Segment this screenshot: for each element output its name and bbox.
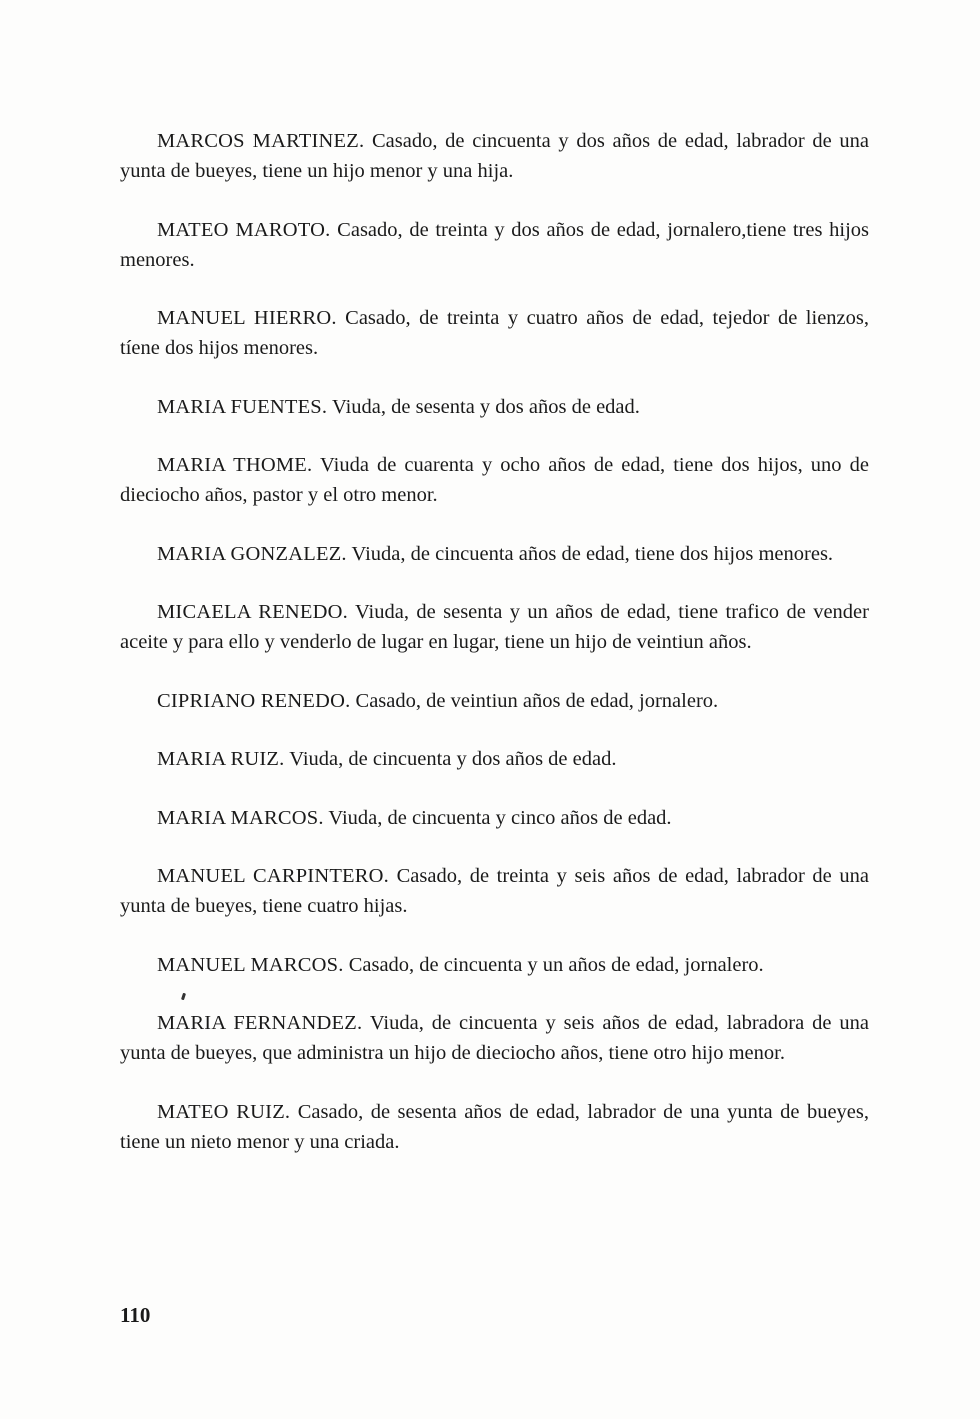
entry-mateo-maroto — [120, 215, 869, 275]
entry-text: Casado, de treinta y dos años de edad, jornalero,tiene tres hijos menores. — [120, 218, 870, 271]
entry-name: MARIA GONZALEZ. — [157, 542, 347, 565]
entry-marcos-martinez — [120, 126, 869, 186]
entry-text: Casado, de veintiun años de edad, jornalero. — [355, 689, 719, 712]
entry-text: Casado, de treinta y seis años de edad, labrador de una yunta de bueyes, tiene cuatro hijas. — [120, 865, 869, 917]
entry-maria-marcos — [120, 803, 869, 833]
entry-maria-fernandez — [120, 1008, 869, 1068]
entry-manuel-hierro — [120, 303, 869, 363]
entry-manuel-marcos — [120, 950, 869, 980]
entry-micaela-renedo — [120, 597, 869, 657]
entry-text: Viuda de cuarenta y ocho años de edad, tiene dos hijos, uno de dieciocho años, pastor y el otro menor. — [120, 454, 869, 506]
entry-text: Casado, de cincuenta y dos años de edad, labrador de una yunta de bueyes, tiene un hijo menor y una hija. — [120, 130, 869, 182]
census-entries — [120, 126, 869, 1185]
entry-name: MICAELA RENEDO. — [157, 601, 348, 623]
entry-text: Casado, de cincuenta y un años de edad, jornalero. — [348, 953, 764, 976]
entry-text: Viuda, de cincuenta y seis años de edad, labradora de una yunta de bueyes, que administra un hijo de dieciocho años, tiene otro hijo menor. — [120, 1012, 869, 1064]
entry-maria-thome — [120, 450, 869, 510]
entry-text: Casado, de treinta y cuatro años de edad, tejedor de lienzos, tíene dos hijos menores. — [120, 307, 870, 359]
entry-manuel-carpintero — [120, 861, 869, 921]
entry-text: Viuda, de sesenta y dos años de edad. — [332, 395, 640, 418]
entry-cipriano-renedo — [120, 686, 869, 716]
entry-name: MARIA RUIZ. — [157, 748, 285, 770]
entry-maria-gonzalez — [120, 539, 869, 569]
entry-name: MARIA MARCOS. — [157, 806, 324, 829]
entry-name: MATEO MAROTO. — [157, 218, 331, 241]
entry-text: Casado, de sesenta años de edad, labrador de una yunta de bueyes, tiene un nieto menor y una criada. — [120, 1100, 869, 1153]
entry-name: MARIA FUENTES. — [157, 395, 328, 418]
entry-name: MARCOS MARTINEZ. — [157, 130, 365, 152]
entry-text: Viuda, de cincuenta y cinco años de edad. — [328, 806, 672, 829]
entry-text: Viuda, de sesenta y un años de edad, tiene trafico de vender aceite y para ello y venderlo de lugar en lugar, tiene un hijo de veintiun años. — [120, 601, 869, 653]
entry-maria-ruiz — [120, 744, 869, 774]
entry-name: MANUEL CARPINTERO. — [157, 865, 389, 887]
entry-name: MARIA THOME. — [157, 454, 313, 476]
entry-name: MATEO RUIZ. — [157, 1100, 291, 1123]
entry-text: Viuda, de cincuenta años de edad, tiene dos hijos menores. — [351, 542, 834, 565]
page-number: 110 — [120, 1303, 151, 1327]
entry-maria-fuentes — [120, 392, 869, 422]
entry-name: MANUEL HIERRO. — [157, 307, 337, 329]
entry-mateo-ruiz — [120, 1097, 869, 1157]
entry-name: CIPRIANO RENEDO. — [157, 689, 351, 712]
entry-name: MARIA FERNANDEZ. — [157, 1012, 363, 1034]
entry-name: MANUEL MARCOS. — [157, 953, 344, 976]
entry-text: Viuda, de cincuenta y dos años de edad. — [289, 748, 617, 770]
